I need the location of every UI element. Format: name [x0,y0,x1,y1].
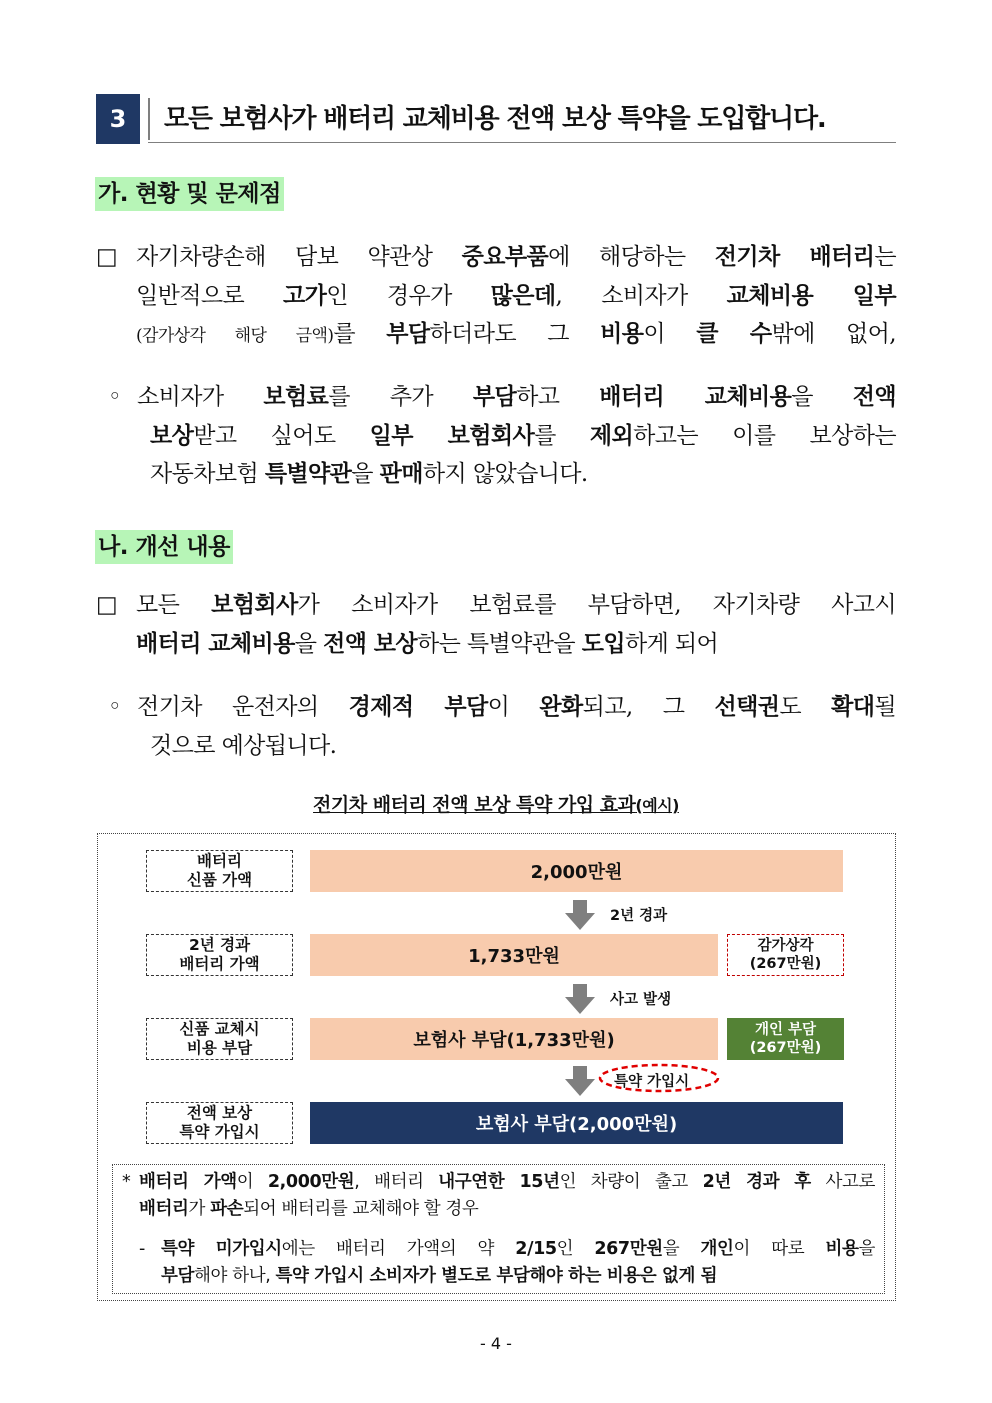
step-label-rider: 특약 가입시 [614,1074,690,1090]
subsection-b-title: 나. 개선 내용 [95,530,233,564]
subsection-a-p1: 자기차량손해 담보 약관상 중요부품에 해당하는 전기차 배터리는 일반적으로 고가인 경우가 많은데, 소비자가 교체비용 일부 (감가상각 해당 금액)를 부담하더라도 그 비용이 클 수밖에 없어, [136,243,896,347]
subsection-b-p1-marker: □ [96,592,118,618]
row-label-full-coverage: 전액 보상 특약 가입시 [146,1102,293,1144]
section-number: 3 [96,94,140,144]
bar-aged-value: 1,733만원 [310,934,718,976]
row-label-aged-value: 2년 경과 배터리 가액 [146,934,293,976]
row-label-new-value: 배터리 신품 가액 [146,850,293,892]
step-label-aging: 2년 경과 [610,908,668,924]
figure-title: 전기차 배터리 전액 보상 특약 가입 효과(예시) [313,794,679,816]
subsection-b-p2-marker: ◦ [108,694,122,720]
subsection-a-title: 가. 현황 및 문제점 [95,177,284,211]
section-title: 모든 보험사가 배터리 교체비용 전액 보상 특약을 도입합니다. [164,104,826,134]
subsection-b-p1: 모든 보험회사가 소비자가 보험료를 부담하면, 자기차량 사고시 배터리 교체비용을 전액 보상하는 특별약관을 도입하게 되어 [136,591,896,657]
section-divider [148,98,150,140]
depreciation-box: 감가상각 (267만원) [727,934,844,976]
note-marker: * [122,1172,131,1192]
bar-full-coverage: 보험사 부담(2,000만원) [310,1102,843,1144]
note-sub-marker: - [139,1239,145,1259]
section-underline [148,142,896,143]
page-number: - 4 - [480,1334,512,1353]
subsection-a-p1-marker: □ [96,244,118,270]
personal-share-box: 개인 부담 (267만원) [727,1018,844,1060]
row-label-replacement-cost: 신품 교체시 비용 부담 [146,1018,293,1060]
bar-new-value: 2,000만원 [310,850,843,892]
down-arrow-icon [565,984,595,1014]
step-label-accident: 사고 발생 [610,992,672,1008]
note-sub-text: 특약 미가입시에는 배터리 가액의 약 2/15인 267만원을 개인이 따로 비용을 부담해야 하나, 특약 가입시 소비자가 별도로 부담해야 하는 비용은 없게 됨 [161,1239,876,1286]
subsection-a-p2: 소비자가 보험료를 추가 부담하고 배터리 교체비용을 전액 보상받고 싶어도 일부 보험회사를 제외하고는 이를 보상하는 자동차보험 특별약관을 판매하지 않았습니다. [137,383,897,487]
note-text: 배터리 가액이 2,000만원, 배터리 내구연한 15년인 차량이 출고 2년 경과 후 사고로 배터리가 파손되어 배터리를 교체해야 할 경우 [139,1172,875,1219]
subsection-b-p2: 전기차 운전자의 경제적 부담이 완화되고, 그 선택권도 확대될 것으로 예상됩니다. [137,693,896,759]
section-header [96,94,896,144]
down-arrow-icon [565,900,595,930]
subsection-a-p2-marker: ◦ [108,384,122,410]
down-arrow-icon [565,1066,595,1096]
bar-insurer-share: 보험사 부담(1,733만원) [310,1018,718,1060]
